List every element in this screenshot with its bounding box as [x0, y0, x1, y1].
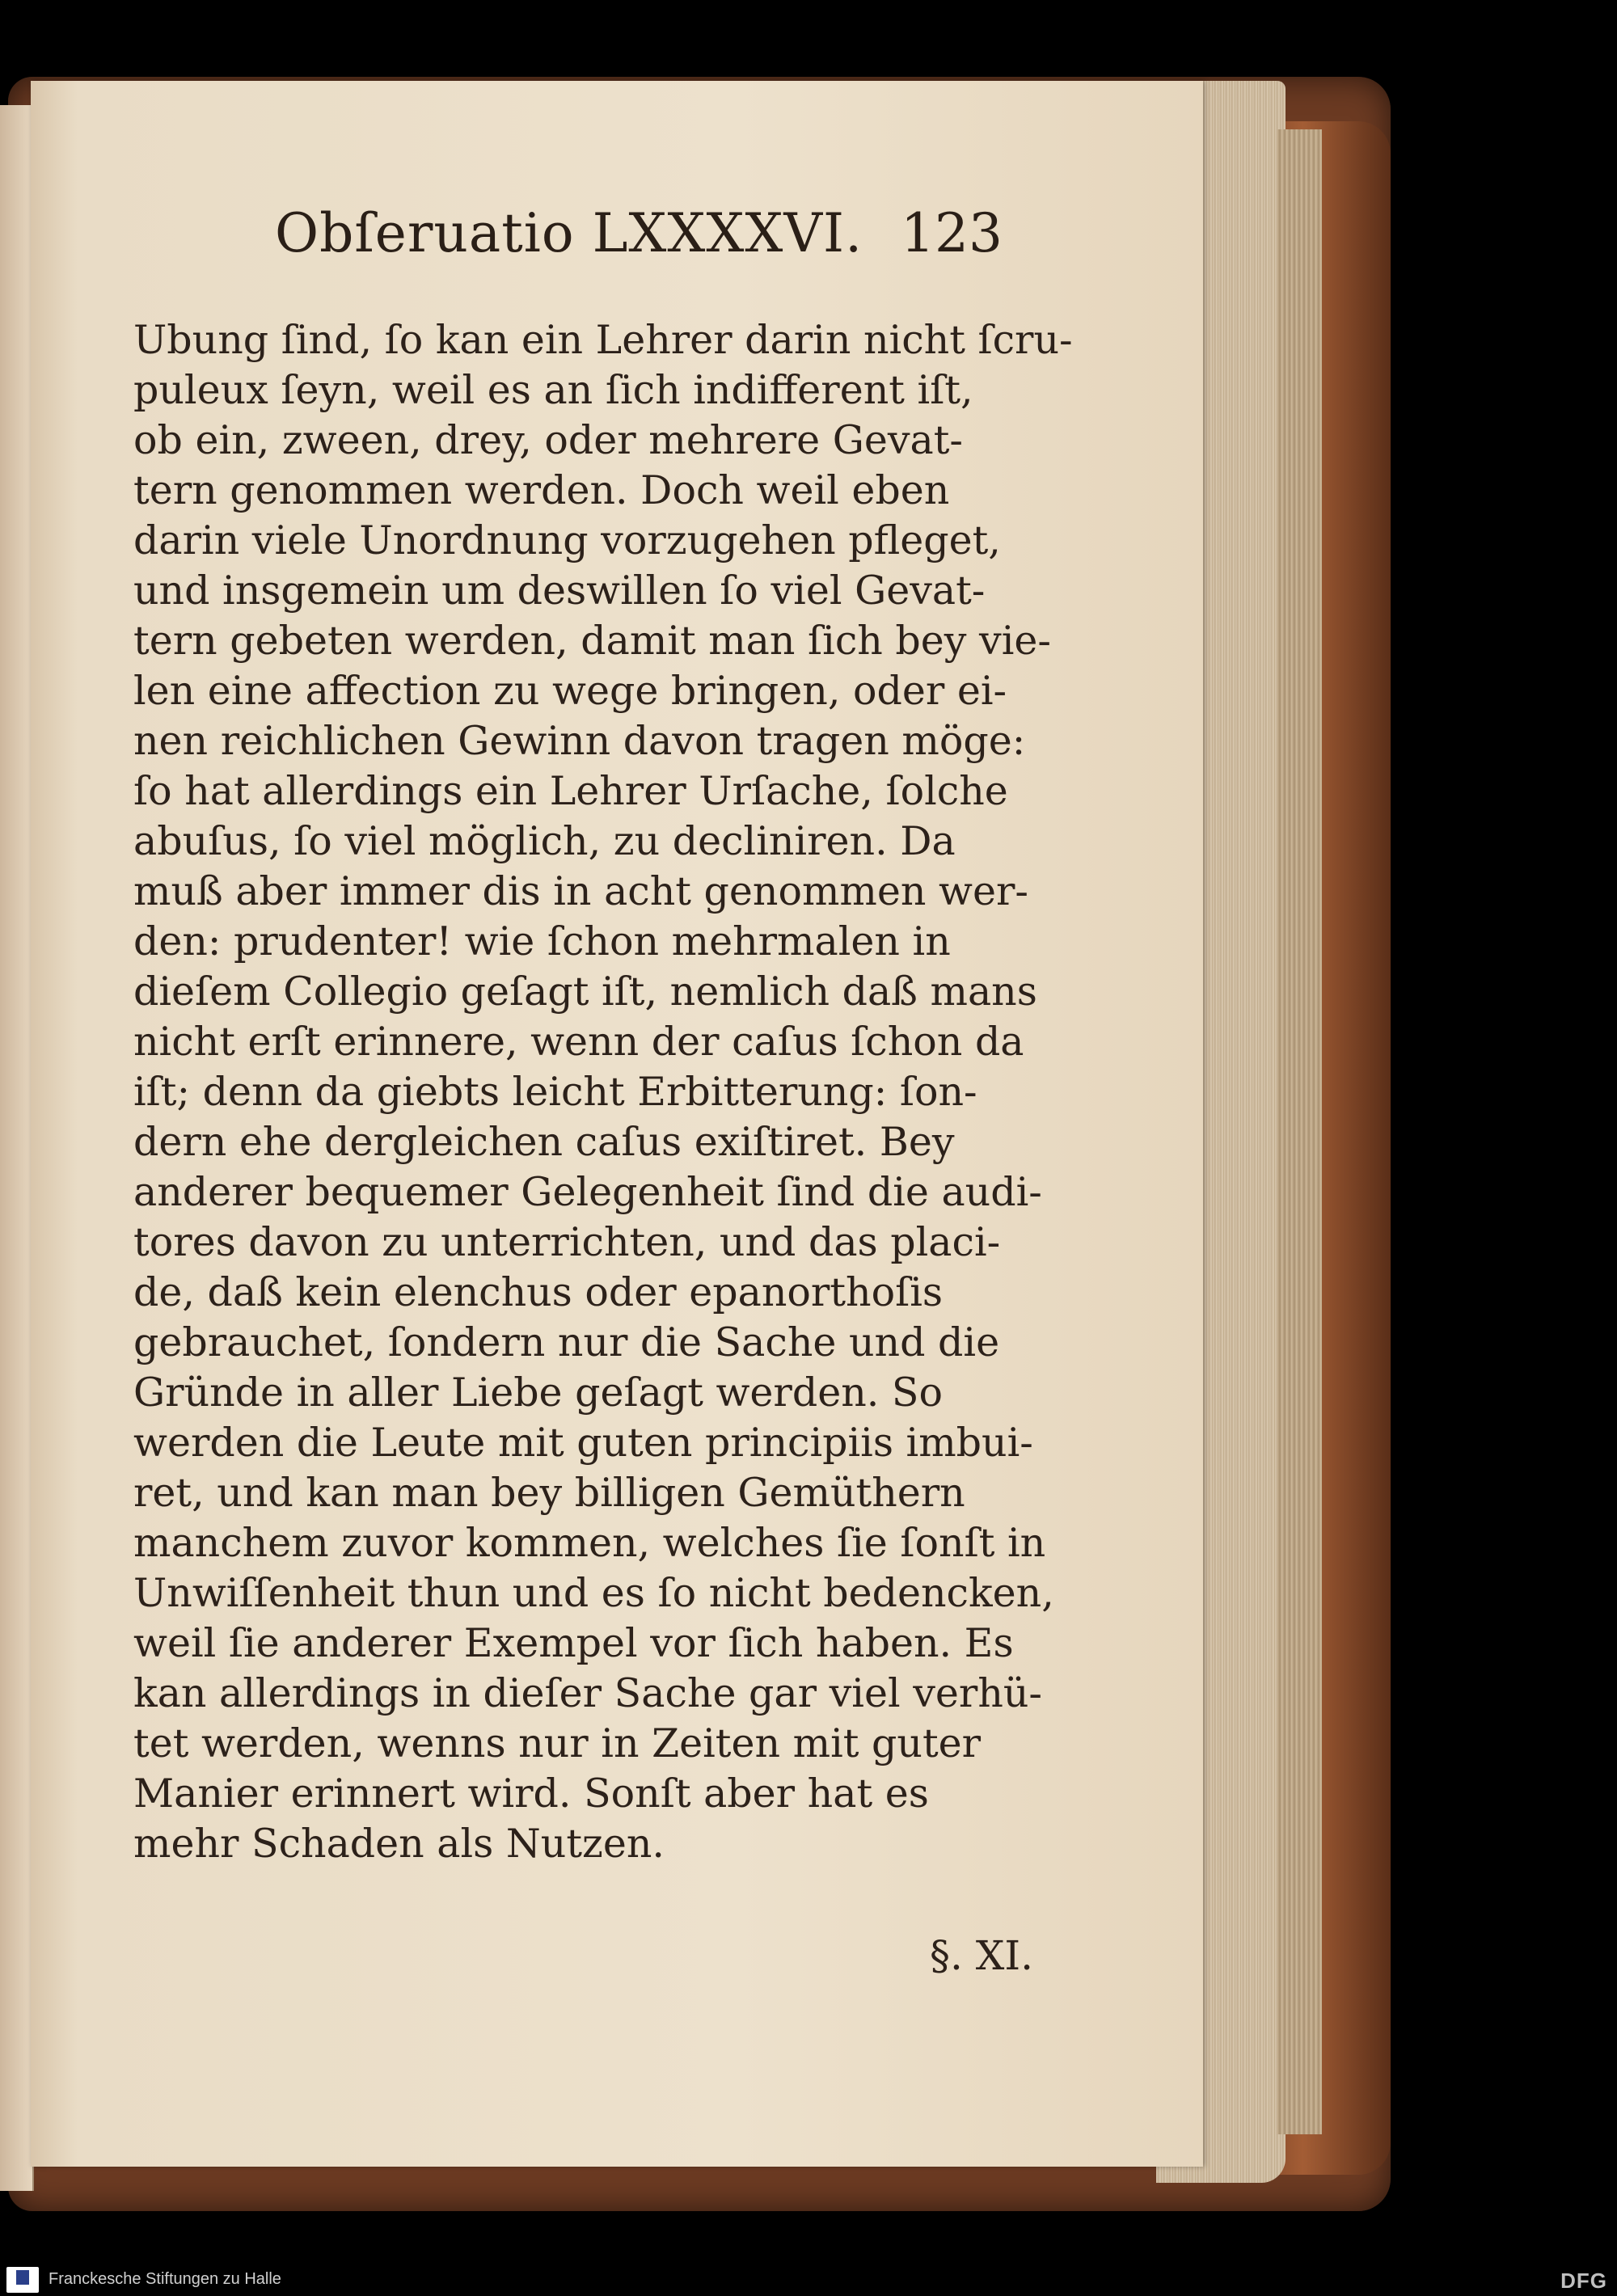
text-line: dieſem Collegio geſagt iſt, nemlich daß mans [133, 969, 1037, 1015]
text-line: Manier erinnert wird. Sonſt aber hat es [133, 1771, 929, 1817]
text-line: und insgemein um deswillen ſo viel Gevat- [133, 568, 986, 614]
page-number: 123 [901, 202, 1003, 264]
page-edges-back [1277, 129, 1322, 2134]
text-line: Ubung ſind, ſo kan ein Lehrer darin nicht ſcru- [133, 317, 1073, 363]
text-line: ſo hat allerdings ein Lehrer Urſache, ſolche [133, 768, 1008, 814]
text-line: anderer bequemer Gelegenheit ſind die audi- [133, 1169, 1042, 1215]
text-line: kan allerdings in dieſer Sache gar viel verhü- [133, 1670, 1042, 1716]
text-line: de, daß kein elenchus oder epanorthoſis [133, 1269, 944, 1315]
text-line: ob ein, zween, drey, oder mehrere Gevat- [133, 417, 963, 463]
text-line: Unwiſſenheit thun und es ſo nicht bedencken, [133, 1570, 1054, 1616]
text-line: len eine affection zu wege bringen, oder ei- [133, 668, 1007, 714]
text-line: dern ehe dergleichen caſus exiſtiret. Bey [133, 1119, 955, 1165]
text-line: manchem zuvor kommen, welches ſie ſonſt in [133, 1520, 1046, 1566]
page-header [275, 202, 1003, 267]
left-page-sliver [0, 105, 34, 2191]
text-line: mehr Schaden als Nutzen. [133, 1821, 665, 1867]
institution-logo-icon [6, 2267, 39, 2293]
text-line: abuſus, ſo viel möglich, zu decliniren. Da [133, 818, 956, 864]
institution-name: Franckesche Stiftungen zu Halle [49, 2270, 281, 2288]
text-line: tern gebeten werden, damit man ſich bey vie- [133, 618, 1051, 664]
text-line: darin viele Unordnung vorzugehen pfleget, [133, 517, 1001, 563]
text-line: weil ſie anderer Exempel vor ſich haben. Es [133, 1620, 1014, 1666]
text-line: werden die Leute mit guten principiis imbui- [133, 1420, 1033, 1466]
text-line: Gründe in aller Liebe geſagt werden. So [133, 1370, 943, 1416]
text-line: iſt; denn da giebts leicht Erbitterung: ſon- [133, 1069, 977, 1115]
text-line: ret, und kan man bey billigen Gemüthern [133, 1470, 965, 1516]
text-line: nen reichlichen Gewinn davon tragen möge: [133, 718, 1026, 764]
running-head: Obſeruatio LXXXXVI. [275, 202, 863, 264]
body-text [133, 315, 1073, 1869]
section-catchword: §. XI. [930, 1932, 1034, 1979]
logo-shape [16, 2270, 29, 2285]
text-line: muß aber immer dis in acht genommen wer- [133, 868, 1028, 914]
text-line: gebrauchet, ſondern nur die Sache und die [133, 1319, 1000, 1365]
text-line: den: prudenter! wie ſchon mehrmalen in [133, 918, 951, 964]
text-line: puleux ſeyn, weil es an ſich indifferent iſt, [133, 367, 973, 413]
text-line: tern genommen werden. Doch weil eben [133, 467, 950, 513]
text-line: nicht erſt erinnere, wenn der caſus ſchon da [133, 1019, 1024, 1065]
text-line: tores davon zu unterrichten, und das placi- [133, 1219, 1001, 1265]
dfg-logo: DFG [1560, 2269, 1607, 2293]
text-line: tet werden, wenns nur in Zeiten mit guter [133, 1720, 982, 1766]
viewer-footer [0, 2264, 1617, 2296]
